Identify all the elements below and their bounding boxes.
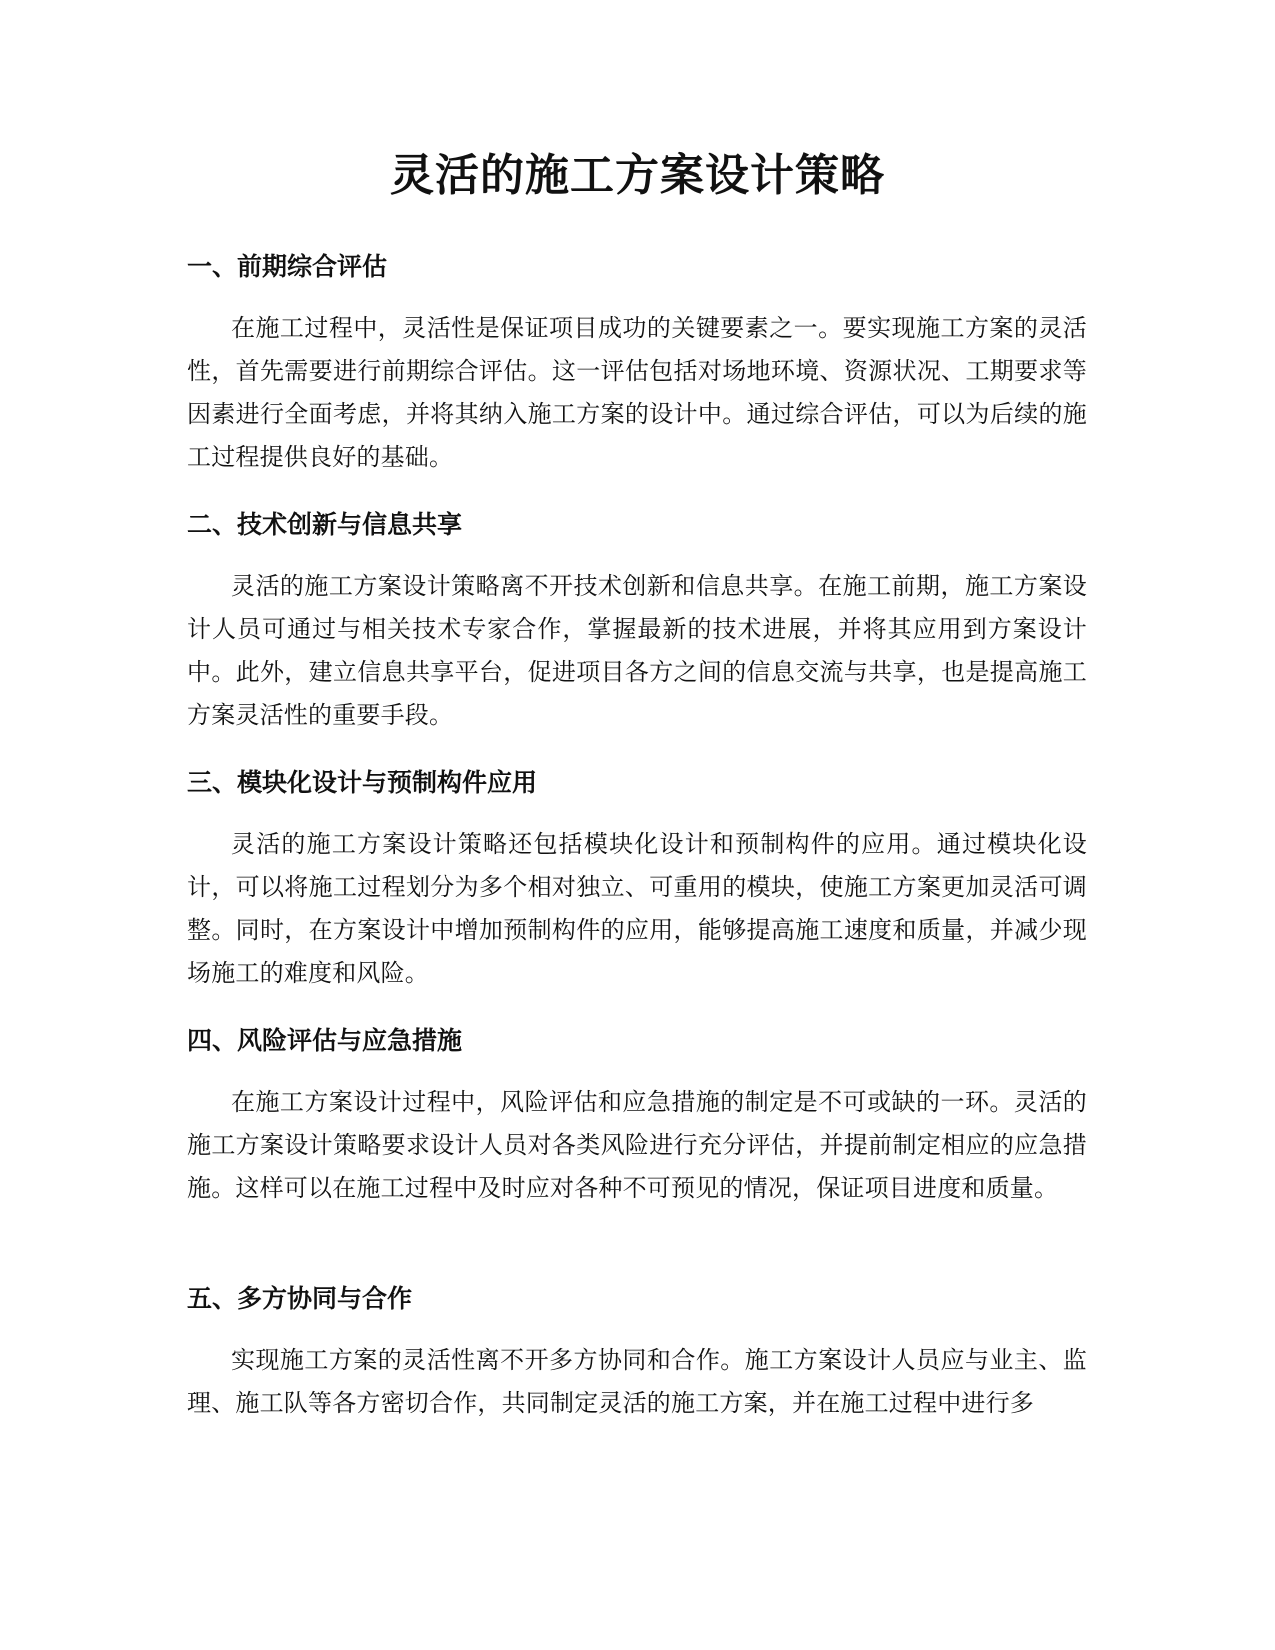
section-risk-assessment bbox=[187, 1025, 1087, 1210]
section-paragraph: 实现施工方案的灵活性离不开多方协同和合作。施工方案设计人员应与业主、监理、施工队等各方密切合作，共同制定灵活的施工方案，并在施工过程中进行多 bbox=[187, 1346, 1087, 1417]
page-title: 灵活的施工方案设计策略 bbox=[390, 150, 885, 201]
section-heading: 四、风险评估与应急措施 bbox=[187, 1026, 463, 1055]
section-heading: 五、多方协同与合作 bbox=[187, 1284, 413, 1313]
section-modular-design bbox=[187, 767, 1087, 995]
section-heading: 三、模块化设计与预制构件应用 bbox=[187, 768, 538, 797]
section-heading: 一、前期综合评估 bbox=[187, 252, 388, 281]
section-paragraph: 在施工过程中，灵活性是保证项目成功的关键要素之一。要实现施工方案的灵活性，首先需要进行前期综合评估。这一评估包括对场地环境、资源状况、工期要求等因素进行全面考虑，并将其纳入施工方案的设计中。通过综合评估，可以为后续的施工过程提供良好的基础。 bbox=[187, 314, 1087, 471]
section-paragraph: 灵活的施工方案设计策略还包括模块化设计和预制构件的应用。通过模块化设计，可以将施工过程划分为多个相对独立、可重用的模块，使施工方案更加灵活可调整。同时，在方案设计中增加预制构件的应用，能够提高施工速度和质量，并减少现场施工的难度和风险。 bbox=[187, 830, 1087, 987]
section-collaboration bbox=[187, 1283, 1087, 1425]
section-technology-innovation bbox=[187, 509, 1087, 737]
section-preliminary-assessment bbox=[187, 251, 1087, 479]
section-heading: 二、技术创新与信息共享 bbox=[187, 510, 463, 539]
section-paragraph: 在施工方案设计过程中，风险评估和应急措施的制定是不可或缺的一环。灵活的施工方案设计策略要求设计人员对各类风险进行充分评估，并提前制定相应的应急措施。这样可以在施工过程中及时应对各种不可预见的情况，保证项目进度和质量。 bbox=[187, 1088, 1087, 1202]
section-paragraph: 灵活的施工方案设计策略离不开技术创新和信息共享。在施工前期，施工方案设计人员可通过与相关技术专家合作，掌握最新的技术进展，并将其应用到方案设计中。此外，建立信息共享平台，促进项目各方之间的信息交流与共享，也是提高施工方案灵活性的重要手段。 bbox=[187, 572, 1087, 729]
